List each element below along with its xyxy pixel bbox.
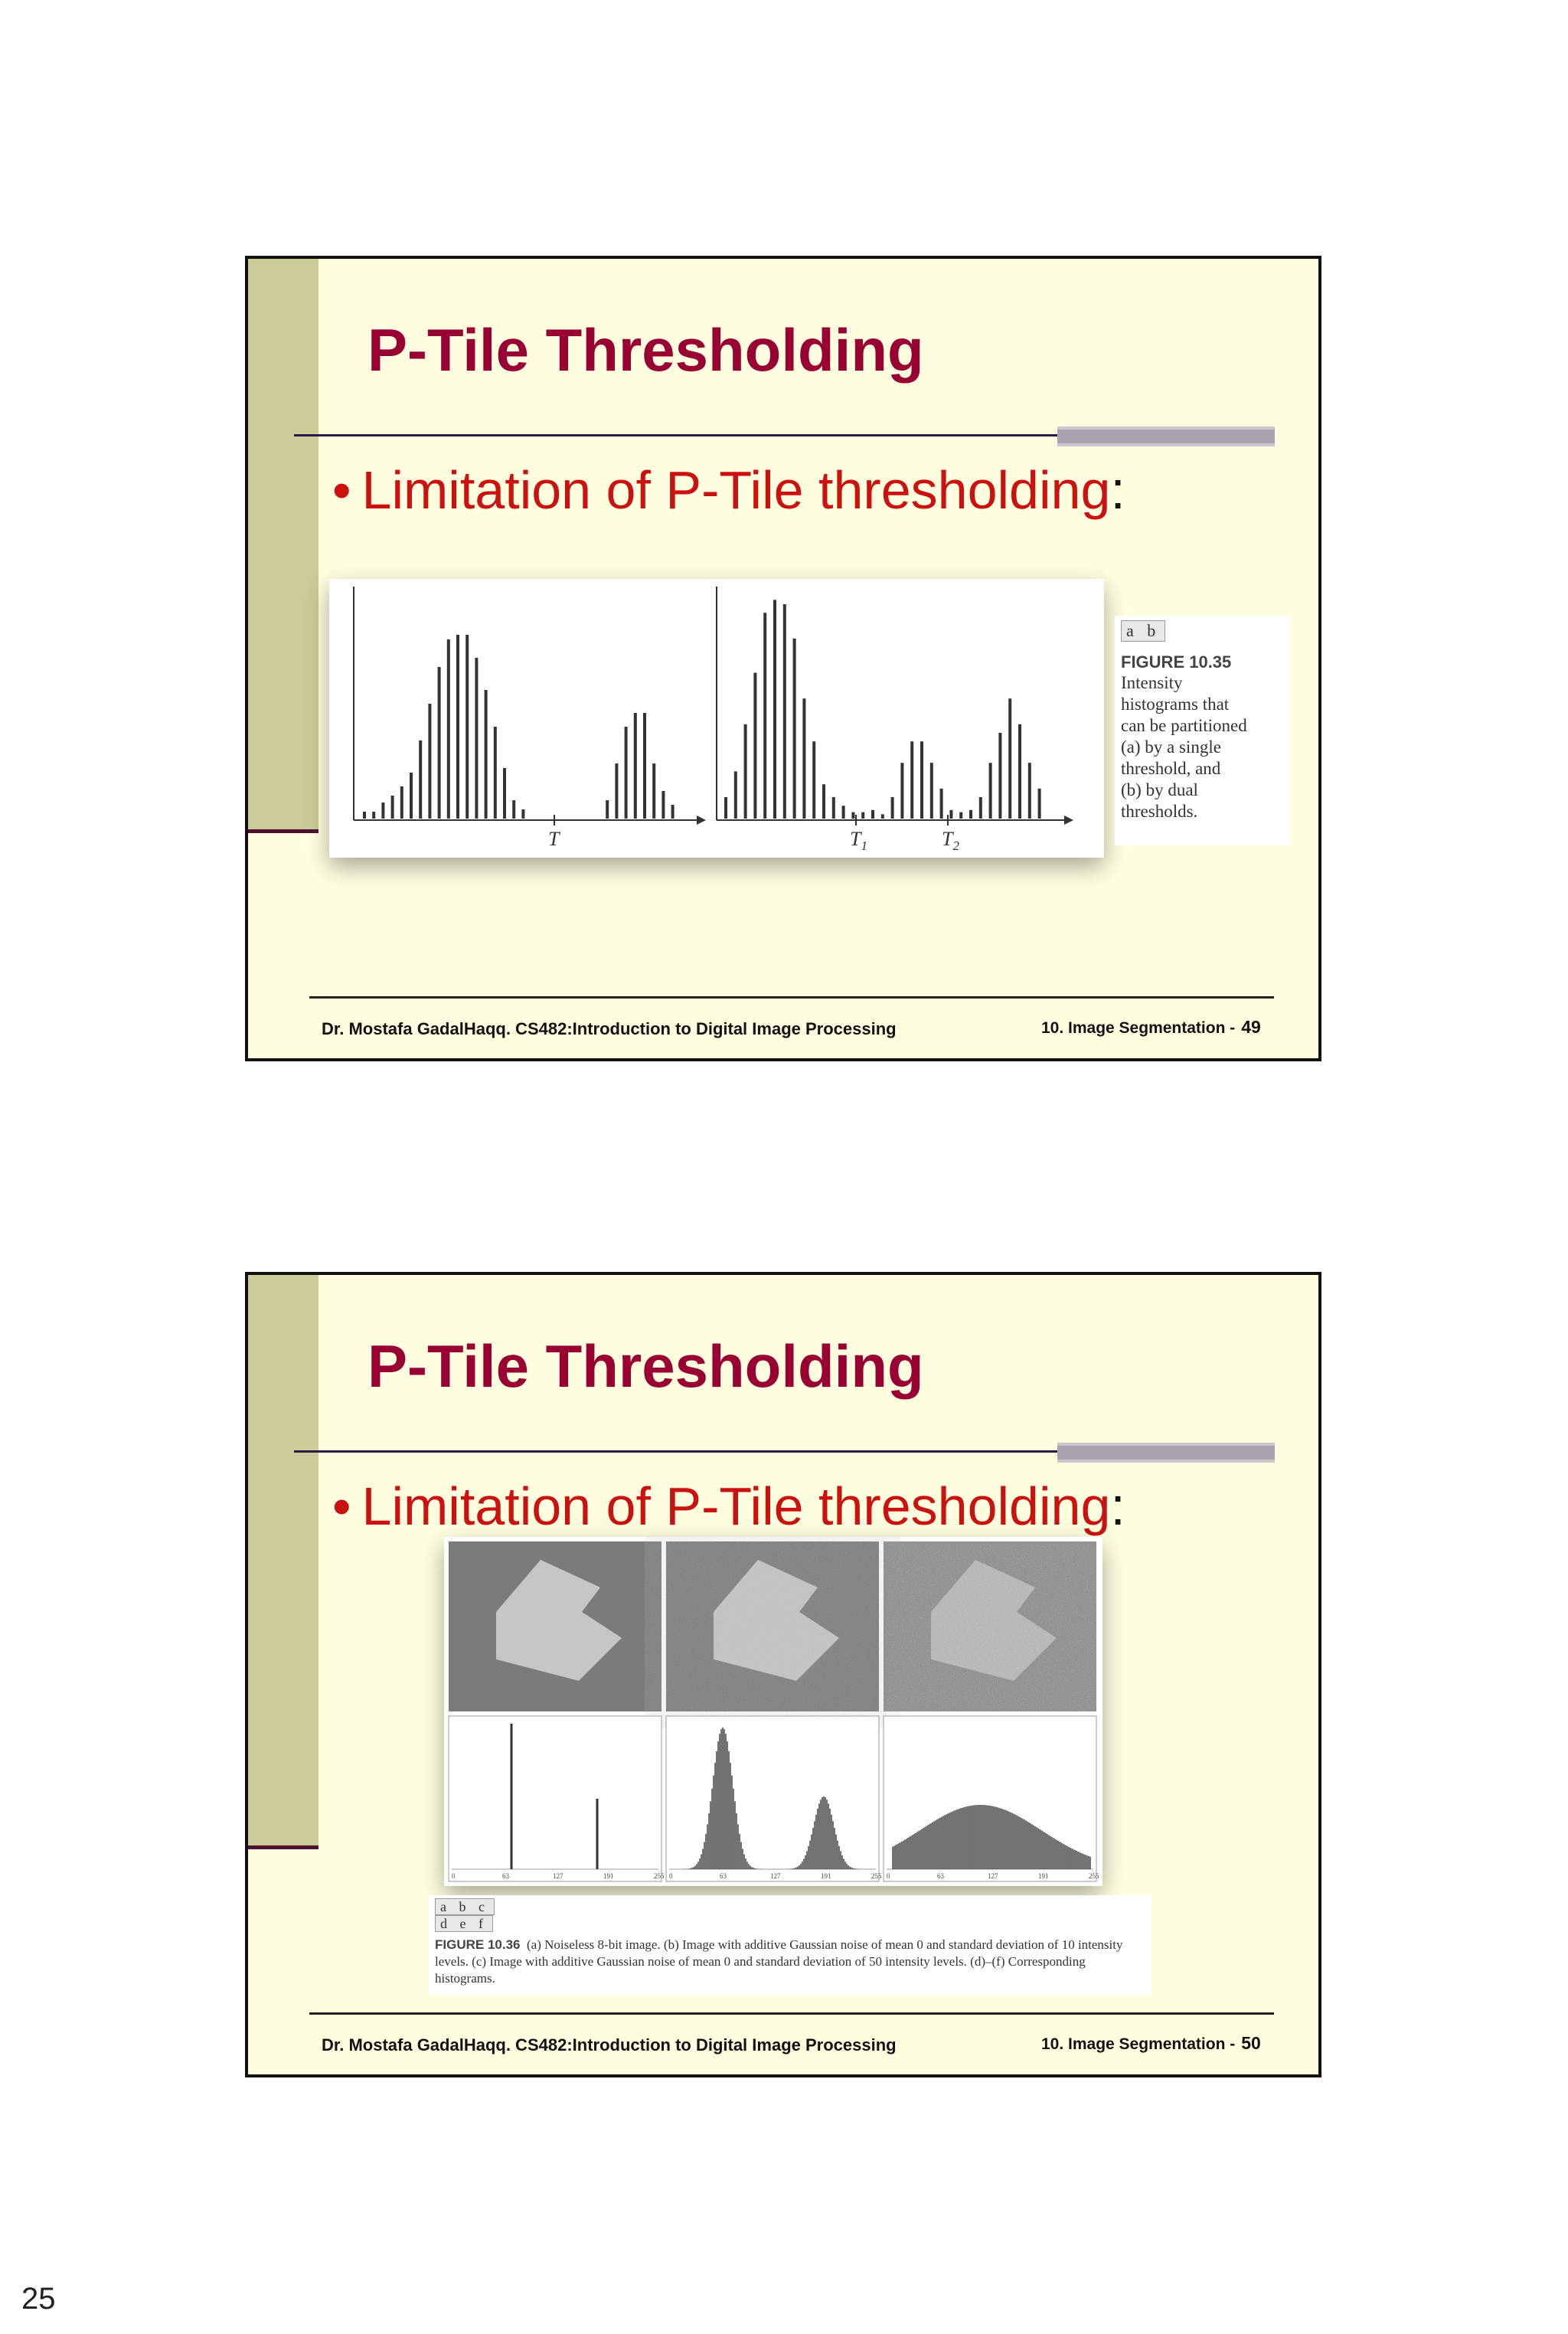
histogram-bar [842, 806, 845, 819]
histogram-bar [881, 814, 884, 819]
noise-overlay-c [884, 1541, 1096, 1711]
histogram-bar [900, 763, 903, 819]
panel-labels-bottom: d e f [435, 1915, 493, 1932]
slide-title: P-Tile Thresholding [368, 316, 924, 384]
footer-author: Dr. Mostafa GadalHaqq. CS482:Introduction to Digital Image Processing [322, 1019, 897, 1038]
histogram-bar [783, 604, 786, 819]
histogram-bar [625, 727, 628, 819]
caption-line: (b) by dual [1121, 780, 1198, 799]
histogram-bar [381, 803, 384, 819]
histogram-bar [428, 704, 431, 819]
histogram-bar [851, 812, 854, 819]
hist-b-bars [724, 600, 1041, 819]
histogram-bar [391, 796, 394, 819]
footer-rule [309, 2012, 1274, 2015]
histogram-bar [1028, 763, 1031, 819]
bullet-text: Limitation of P-Tile thresholding [361, 460, 1111, 520]
slide-49 [245, 256, 1321, 1061]
histogram-d-frame [449, 1716, 662, 1881]
page-number: 25 [21, 2282, 56, 2316]
footer-section-text: 10. Image Segmentation - [1041, 2035, 1236, 2053]
histogram-bar [372, 812, 375, 819]
histogram-bar [400, 786, 403, 819]
tick-label: 63 [502, 1872, 509, 1880]
tick-label: 63 [937, 1872, 944, 1880]
caption-body: (a) Noiseless 8-bit image. (b) Image with additive Gaussian noise of mean 0 and standard deviation of 10 intensity levels. (c) Image with additive Gaussian noise of mean 0 and standard deviation of 50 intensity levels. (d)–(f) Corresponding histograms. [435, 1937, 1123, 1986]
histogram-bar [634, 713, 637, 819]
histogram-bar [606, 800, 609, 819]
slide-number: 49 [1241, 1017, 1261, 1037]
figure-10-35-histograms [329, 579, 1104, 858]
footer-section-text: 10. Image Segmentation - [1041, 1019, 1236, 1037]
histogram-bar [1008, 698, 1011, 819]
slide-50 [245, 1272, 1321, 2077]
histogram-bar [959, 812, 962, 819]
caption-line: histograms that [1121, 695, 1230, 714]
tick-label: 127 [770, 1872, 781, 1880]
histogram-bar [724, 797, 727, 819]
histogram-bar [410, 773, 413, 819]
histogram-bar [652, 763, 655, 819]
histogram-bar [832, 797, 835, 819]
histogram-bar [671, 805, 675, 819]
histogram-bar [456, 635, 459, 819]
histogram-bar [363, 812, 366, 819]
histogram-bar [419, 740, 422, 819]
histogram-bar [734, 771, 737, 819]
footer-section [1041, 1017, 1261, 1038]
hist-a-bars [363, 635, 675, 819]
footer-author: Dr. Mostafa GadalHaqq. CS482:Introduction to Digital Image Processing [322, 2035, 897, 2055]
slide-number: 50 [1241, 2033, 1261, 2053]
figure-10-35-caption [1115, 616, 1289, 845]
histogram-bar [949, 810, 952, 819]
threshold-t2-label: $T_2$ [942, 828, 959, 853]
tick-label: 0 [887, 1872, 890, 1880]
bullet-text: Limitation of P-Tile thresholding [361, 1476, 1111, 1536]
bullet-dot: • [332, 1476, 351, 1536]
images-and-histograms-svg [444, 1537, 1102, 1886]
threshold-t1-label: $T_1$ [850, 828, 867, 853]
histogram-bar [1038, 789, 1041, 819]
histogram-bar [494, 727, 497, 819]
histogram-e-frame [666, 1716, 879, 1881]
figure-10-36-images [444, 1537, 1102, 1886]
tick-label: 191 [1038, 1872, 1049, 1880]
histogram-bar [438, 667, 441, 819]
figure-10-36-caption [429, 1895, 1152, 1995]
histogram-bar [512, 800, 515, 819]
bullet-colon: : [1110, 460, 1125, 520]
histogram-bar [503, 768, 506, 819]
histogram-bar [447, 639, 450, 819]
footer-rule [309, 996, 1274, 999]
histogram-bar [521, 809, 524, 819]
title-rule-accent [1057, 1443, 1275, 1463]
histogram-bar [891, 797, 894, 819]
histogram-bar [615, 763, 618, 819]
figure-caption-text [435, 1937, 1145, 1987]
caption-line: threshold, and [1121, 759, 1221, 778]
title-rule [294, 1450, 1060, 1453]
tick-label: 63 [720, 1872, 727, 1880]
histogram-bar [822, 784, 825, 819]
tick-label: 127 [988, 1872, 998, 1880]
figure-number: FIGURE 10.35 [1121, 652, 1232, 672]
tick-label: 255 [654, 1872, 665, 1880]
histogram-bar [1018, 724, 1021, 819]
histogram-bar [989, 763, 992, 819]
histogram-bar [979, 797, 982, 819]
slide-title: P-Tile Thresholding [368, 1332, 924, 1400]
histogram-bar [466, 635, 469, 819]
histogram-bar [871, 810, 874, 819]
histogram-bar [910, 741, 913, 819]
hist-b-axis-arrow [1064, 816, 1073, 825]
histogram-bar [861, 812, 864, 819]
bullet-dot: • [332, 460, 351, 520]
histogram-bar [753, 673, 756, 819]
tick-label: 255 [1089, 1872, 1099, 1880]
tick-label: 0 [452, 1872, 456, 1880]
histogram-bar [475, 658, 478, 819]
histogram-bar [744, 724, 747, 819]
slide-side-bar [248, 1275, 318, 1845]
caption-line: (a) by a single [1121, 737, 1221, 757]
hist-a-axis-arrow [697, 816, 706, 825]
histogram-bar [802, 698, 805, 819]
histogram-bar [485, 690, 488, 819]
title-rule-accent [1057, 427, 1275, 446]
caption-line: thresholds. [1121, 802, 1198, 821]
panel-labels-top: a b c [435, 1898, 495, 1915]
tick-label: 0 [669, 1872, 673, 1880]
caption-line: Intensity [1121, 673, 1183, 692]
histogram-bar [940, 789, 943, 819]
tick-label: 191 [603, 1872, 614, 1880]
tick-label: 127 [553, 1872, 564, 1880]
histogram-bar [662, 791, 665, 819]
footer-section [1041, 2033, 1261, 2054]
histogram-bar [920, 741, 923, 819]
histogram-bar [969, 810, 972, 819]
tick-label: 191 [821, 1872, 831, 1880]
histogram-svg [329, 579, 1104, 858]
caption-line: can be partitioned [1121, 716, 1247, 735]
figure-number: FIGURE 10.36 [435, 1937, 521, 1952]
histogram-bar [793, 639, 796, 819]
noise-overlay-b [666, 1541, 879, 1711]
histogram-bar [930, 763, 933, 819]
histogram-bar [773, 600, 776, 819]
threshold-t-label: T [548, 828, 560, 850]
slide-side-bar [248, 259, 318, 829]
panel-labels: a b [1121, 620, 1165, 642]
slide-side-bar-underline [248, 1845, 318, 1849]
bullet-item [332, 1474, 1125, 1538]
tick-label: 255 [871, 1872, 882, 1880]
slide-side-bar-underline [248, 829, 318, 833]
histogram-bar [812, 741, 815, 819]
title-rule [294, 434, 1060, 436]
bullet-colon: : [1110, 1476, 1125, 1536]
histogram-bar [643, 713, 646, 819]
histogram-bar [998, 733, 1001, 819]
histogram-bar [763, 613, 766, 819]
bullet-item [332, 458, 1125, 522]
